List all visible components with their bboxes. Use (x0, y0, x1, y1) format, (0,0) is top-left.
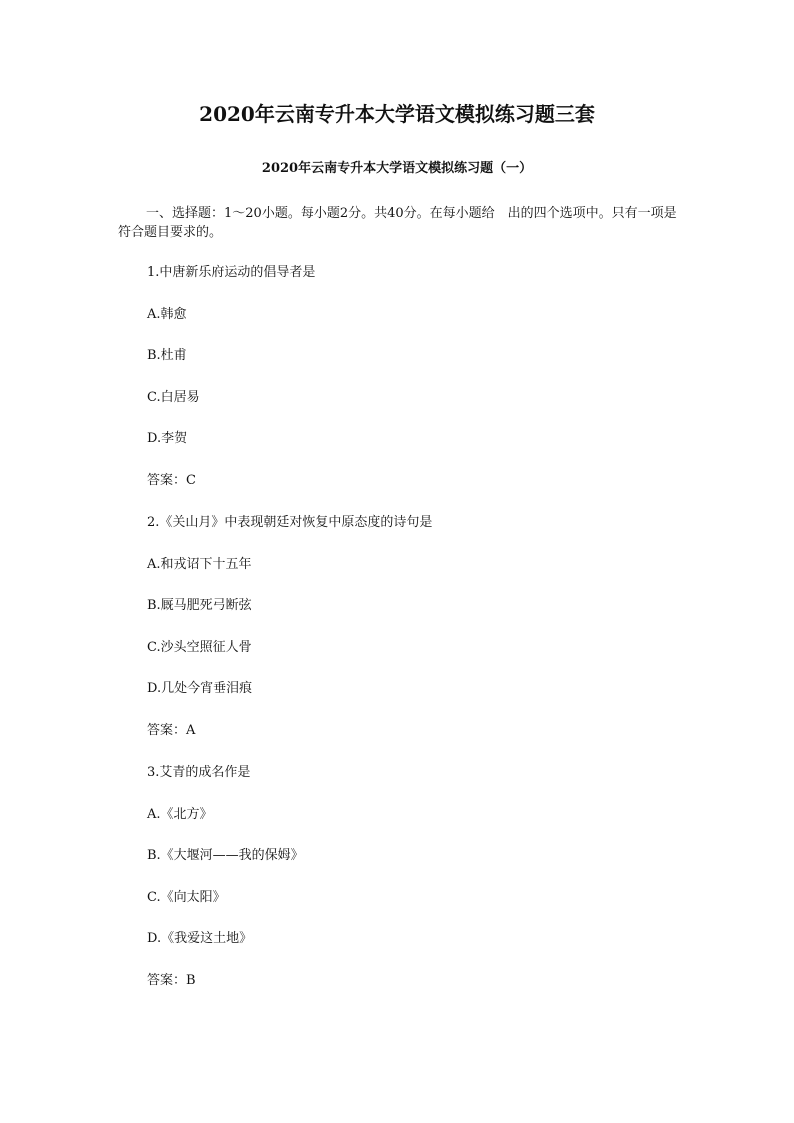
question-option: A.《北方》 (147, 807, 213, 822)
section-instructions: 一、选择题：1～20小题。每小题2分。共40分。在每小题给 出的四个选项中。只有一项是符合题目要求的。 (118, 206, 677, 240)
question-option: D.《我爱这土地》 (147, 931, 253, 946)
question-answer: 答案：B (147, 973, 196, 988)
question-option: C.《向太阳》 (147, 890, 226, 905)
question-option: B.厩马肥死弓断弦 (147, 598, 252, 613)
question-option: C.沙头空照征人骨 (147, 640, 252, 655)
question-option: A.韩愈 (147, 307, 187, 322)
question-answer: 答案：A (147, 723, 196, 738)
question-option: A.和戎诏下十五年 (147, 557, 252, 572)
question-option: C.白居易 (147, 390, 200, 405)
question-stem: 3.艾青的成名作是 (147, 765, 251, 780)
question-option: B.杜甫 (147, 348, 187, 363)
question-option: B.《大堰河——我的保姆》 (147, 848, 304, 863)
question-stem: 1.中唐新乐府运动的倡导者是 (147, 265, 316, 280)
question-answer: 答案：C (147, 473, 196, 488)
document-subtitle: 2020年云南专升本大学语文模拟练习题（一） (261, 161, 533, 176)
question-stem: 2.《关山月》中表现朝廷对恢复中原态度的诗句是 (147, 515, 433, 530)
question-option: D.李贺 (147, 431, 188, 446)
question-option: D.几处今宵垂泪痕 (147, 681, 253, 696)
document-title: 2020年云南专升本大学语文模拟练习题三套 (199, 102, 595, 126)
